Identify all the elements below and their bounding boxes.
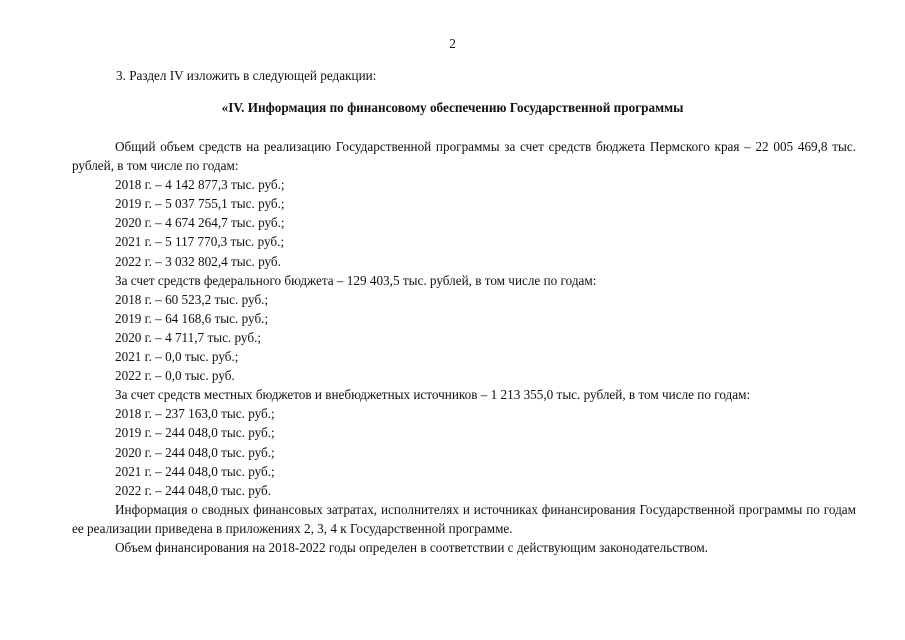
total-funding-paragraph: Общий объем средств на реализацию Государственной программы за счет средств бюджета Пермского края – 22 005 469,8 тыс. рублей, в том числе по годам:: [72, 139, 856, 174]
year-line: 2021 г. – 0,0 тыс. руб.;: [115, 349, 239, 365]
year-line: 2022 г. – 0,0 тыс. руб.: [115, 368, 235, 384]
local-funding-paragraph: За счет средств местных бюджетов и внебюджетных источников – 1 213 355,0 тыс. рублей, в том числе по годам:: [115, 387, 751, 403]
year-line: 2019 г. – 64 168,6 тыс. руб.;: [115, 310, 269, 326]
page-number: 2: [449, 36, 456, 51]
year-line: 2022 г. – 3 032 802,4 тыс. руб.: [115, 253, 281, 269]
year-line: 2018 г. – 60 523,2 тыс. руб.;: [115, 291, 269, 307]
document-body: [72, 137, 856, 557]
year-line: 2018 г. – 4 142 877,3 тыс. руб.;: [115, 177, 285, 193]
year-line: 2020 г. – 4 711,7 тыс. руб.;: [115, 329, 262, 345]
federal-funding-paragraph: За счет средств федерального бюджета – 129 403,5 тыс. рублей, в том числе по годам:: [115, 272, 597, 288]
year-line: 2018 г. – 237 163,0 тыс. руб.;: [115, 406, 275, 422]
year-line: 2020 г. – 4 674 264,7 тыс. руб.;: [115, 215, 285, 231]
amendment-intro: 3. Раздел IV изложить в следующей редакции:: [116, 68, 377, 83]
closing-paragraph: Объем финансирования на 2018-2022 годы определен в соответствии с действующим законодательством.: [115, 539, 708, 555]
year-line: 2019 г. – 5 037 755,1 тыс. руб.;: [115, 196, 285, 212]
year-line: 2020 г. – 244 048,0 тыс. руб.;: [115, 444, 275, 460]
section-heading: «IV. Информация по финансовому обеспечению Государственной программы: [221, 100, 684, 115]
year-line: 2021 г. – 244 048,0 тыс. руб.;: [115, 463, 275, 479]
year-line: 2021 г. – 5 117 770,3 тыс. руб.;: [115, 234, 285, 250]
year-line: 2019 г. – 244 048,0 тыс. руб.;: [115, 425, 275, 441]
info-paragraph: Информация о сводных финансовых затратах, исполнителях и источниках финансирования Государственной программы по годам ее реализации приведена в приложениях 2, 3, 4 к Государственной программе.: [72, 501, 856, 536]
year-line: 2022 г. – 244 048,0 тыс. руб.: [115, 482, 272, 498]
